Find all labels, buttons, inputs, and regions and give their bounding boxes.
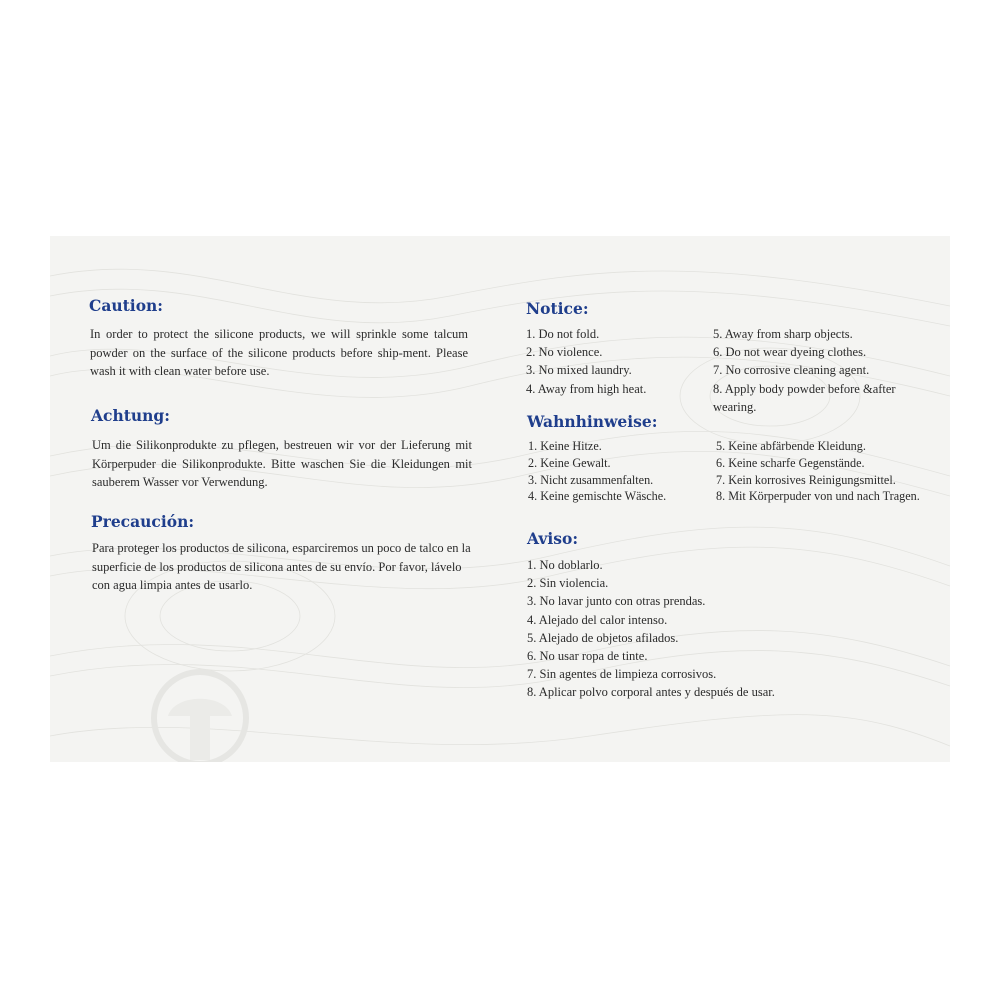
list-item: 3. Nicht zusammenfalten.	[528, 472, 654, 487]
list-item: 3. No lavar junto con otras prendas.	[527, 594, 706, 609]
caution-heading: Caution:	[89, 296, 164, 315]
list-item: 4. Alejado del calor intenso.	[527, 612, 668, 627]
list-item: 1. Keine Hitze.	[528, 439, 602, 453]
list-item: 5. Away from sharp objects.	[713, 327, 853, 341]
list-item: 5. Alejado de objetos afilados.	[527, 630, 679, 645]
list-item: 3. No mixed laundry.	[526, 363, 632, 378]
list-item: 2. Sin violencia.	[527, 576, 609, 591]
wahnhinweise-list-right	[716, 438, 938, 505]
aviso-heading: Aviso:	[527, 529, 579, 548]
notice-heading: Notice:	[526, 299, 589, 318]
list-item: 8. Apply body powder before &after wearing.	[713, 381, 896, 414]
brand-logo-watermark-icon	[150, 668, 250, 762]
list-item: 4. Keine gemischte Wäsche.	[528, 489, 667, 504]
list-item: 5. Keine abfärbende Kleidung.	[716, 439, 866, 453]
notice-list-left	[526, 325, 646, 398]
achtung-heading: Achtung:	[91, 406, 170, 425]
list-item: 1. No doblarlo.	[527, 558, 603, 572]
list-item: 1. Do not fold.	[526, 327, 600, 341]
precaucion-text: Para proteger los productos de silicona, esparciremos un poco de talco en la superficie de los productos de silicona antes de su envío. Por favor, lávelo con agua limpia antes de usarlo.	[92, 541, 471, 592]
list-item: 8. Mit Körperpuder von und nach Tragen.	[716, 489, 920, 504]
list-item: 6. Do not wear dyeing clothes.	[713, 345, 867, 360]
wahnhinweise-heading: Wahnhinweise:	[527, 412, 658, 431]
list-item: 6. No usar ropa de tinte.	[527, 649, 648, 664]
list-item: 6. Keine scharfe Gegenstände.	[716, 455, 865, 470]
notice-list-right	[713, 325, 923, 416]
list-item: 4. Away from high heat.	[526, 381, 647, 396]
list-item: 7. No corrosive cleaning agent.	[713, 363, 870, 378]
aviso-list	[527, 556, 775, 702]
caution-text: In order to protect the silicone products, we will sprinkle some talcum powder on the surface of the silicone products before ship-ment. Please wash it with clean water before use.	[90, 327, 468, 378]
list-item: 2. Keine Gewalt.	[528, 455, 611, 470]
precaucion-heading: Precaución:	[91, 512, 195, 531]
wahnhinweise-list-left	[528, 438, 666, 505]
list-item: 8. Aplicar polvo corporal antes y después de usar.	[527, 685, 775, 700]
achtung-text: Um die Silikonprodukte zu pflegen, bestreuen wir vor der Lieferung mit Körperpuder die Silikonprodukte. Bitte waschen Sie die Kleidungen mit sauberem Wasser vor Verwendung.	[92, 438, 472, 489]
list-item: 7. Kein korrosives Reinigungsmittel.	[716, 472, 896, 487]
list-item: 2. No violence.	[526, 345, 603, 360]
list-item: 7. Sin agentes de limpieza corrosivos.	[527, 667, 717, 682]
